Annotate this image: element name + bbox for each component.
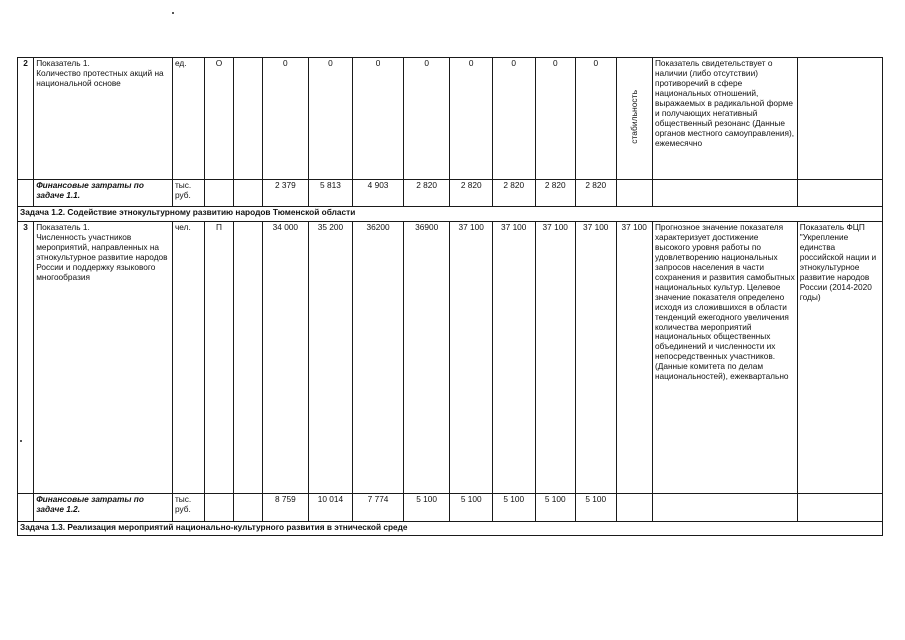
table-row	[18, 58, 883, 180]
finance-value: 5 813	[308, 180, 353, 207]
value-cell: 37 100	[576, 222, 617, 494]
value-cell: 0	[535, 58, 576, 180]
value-cell: 0	[576, 58, 617, 180]
finance-value: 2 379	[263, 180, 309, 207]
type-cell: П	[205, 222, 233, 494]
source-cell: Показатель ФЦП "Укрепление единства российской нации и этнокультурное развитие народов России (2014-2020 годы)	[797, 222, 882, 494]
task-heading: Задача 1.2. Содействие этнокультурному развитию народов Тюменской области	[18, 207, 883, 222]
finance-label: Финансовые затраты по задаче 1.2.	[34, 494, 173, 522]
finance-value: 5 100	[450, 494, 493, 522]
finance-value: 5 100	[492, 494, 535, 522]
finance-label: Финансовые затраты по задаче 1.1.	[34, 180, 173, 207]
value-cell: 0	[492, 58, 535, 180]
trend-text: стабильность	[629, 90, 640, 144]
finance-value: 5 100	[535, 494, 576, 522]
value-cell: 37 100	[450, 222, 493, 494]
indicator-text: Численность участников мероприятий, направленных на этнокультурное развитие народов России и поддержку языкового многообразия	[36, 231, 168, 282]
row-number: 3	[18, 222, 34, 494]
empty-cell	[233, 58, 262, 180]
value-cell: 36200	[353, 222, 404, 494]
empty-cell	[797, 494, 882, 522]
empty-cell	[233, 222, 262, 494]
target-cell: 37 100	[616, 222, 652, 494]
value-cell: 37 100	[492, 222, 535, 494]
task-row	[18, 207, 883, 222]
value-cell: 36900	[403, 222, 450, 494]
finance-value: 5 100	[403, 494, 450, 522]
finance-value: 2 820	[535, 180, 576, 207]
finance-value: 2 820	[450, 180, 493, 207]
type-cell: О	[205, 58, 233, 180]
empty-cell	[652, 494, 797, 522]
indicator-cell	[34, 58, 173, 180]
trend-cell	[616, 58, 652, 180]
value-cell: 0	[263, 58, 309, 180]
indicator-text: Количество протестных акций на национальной основе	[36, 67, 164, 88]
finance-row	[18, 180, 883, 207]
finance-value: 2 820	[576, 180, 617, 207]
value-cell: 0	[353, 58, 404, 180]
value-cell: 0	[308, 58, 353, 180]
table-row	[18, 222, 883, 494]
empty-cell	[205, 494, 233, 522]
indicators-table	[17, 57, 883, 536]
finance-value: 2 820	[492, 180, 535, 207]
empty-cell	[205, 180, 233, 207]
value-cell: 0	[450, 58, 493, 180]
finance-value: 8 759	[263, 494, 309, 522]
empty-cell	[233, 494, 262, 522]
comment-cell: Прогнозное значение показателя характеризует достижение высокого уровня работы по удовлетворению национальных запросов населения в части сохранения и развития самобытных национальных культур. Целевое значение показателя определено исходя из сложившихся в области тенденций ежегодного увеличения количества мероприятий национальных общественных объединений и численности их непосредственных участников. (Данные комитета по делам национальностей), ежеквартально	[652, 222, 797, 494]
finance-row	[18, 494, 883, 522]
finance-unit: тыс. руб.	[172, 494, 204, 522]
value-cell: 0	[403, 58, 450, 180]
finance-value: 5 100	[576, 494, 617, 522]
indicator-title: Показатель 1.	[36, 222, 90, 232]
finance-value: 10 014	[308, 494, 353, 522]
scan-artifact	[20, 440, 22, 442]
comment-cell: Показатель свидетельствует о наличии (либо отсутствии) противоречий в сфере национальных отношений, выражаемых в радикальной форме и получающих негативный общественный резонанс (Данные органов местного самоуправления), ежемесячно	[652, 58, 797, 180]
task-heading: Задача 1.3. Реализация мероприятий национально-культурного развития в этнической среде	[18, 522, 883, 536]
scan-artifact	[172, 12, 174, 14]
value-cell: 35 200	[308, 222, 353, 494]
finance-value: 4 903	[353, 180, 404, 207]
empty-cell	[797, 180, 882, 207]
empty-cell	[616, 494, 652, 522]
value-cell: 34 000	[263, 222, 309, 494]
empty-cell	[616, 180, 652, 207]
finance-value: 7 774	[353, 494, 404, 522]
empty-cell	[18, 494, 34, 522]
empty-cell	[797, 58, 882, 180]
empty-cell	[18, 180, 34, 207]
row-number: 2	[18, 58, 34, 180]
empty-cell	[233, 180, 262, 207]
indicator-title: Показатель 1.	[36, 58, 90, 68]
task-row	[18, 522, 883, 536]
unit-cell: чел.	[172, 222, 204, 494]
indicator-cell	[34, 222, 173, 494]
value-cell: 37 100	[535, 222, 576, 494]
finance-value: 2 820	[403, 180, 450, 207]
empty-cell	[652, 180, 797, 207]
finance-unit: тыс. руб.	[172, 180, 204, 207]
unit-cell: ед.	[172, 58, 204, 180]
